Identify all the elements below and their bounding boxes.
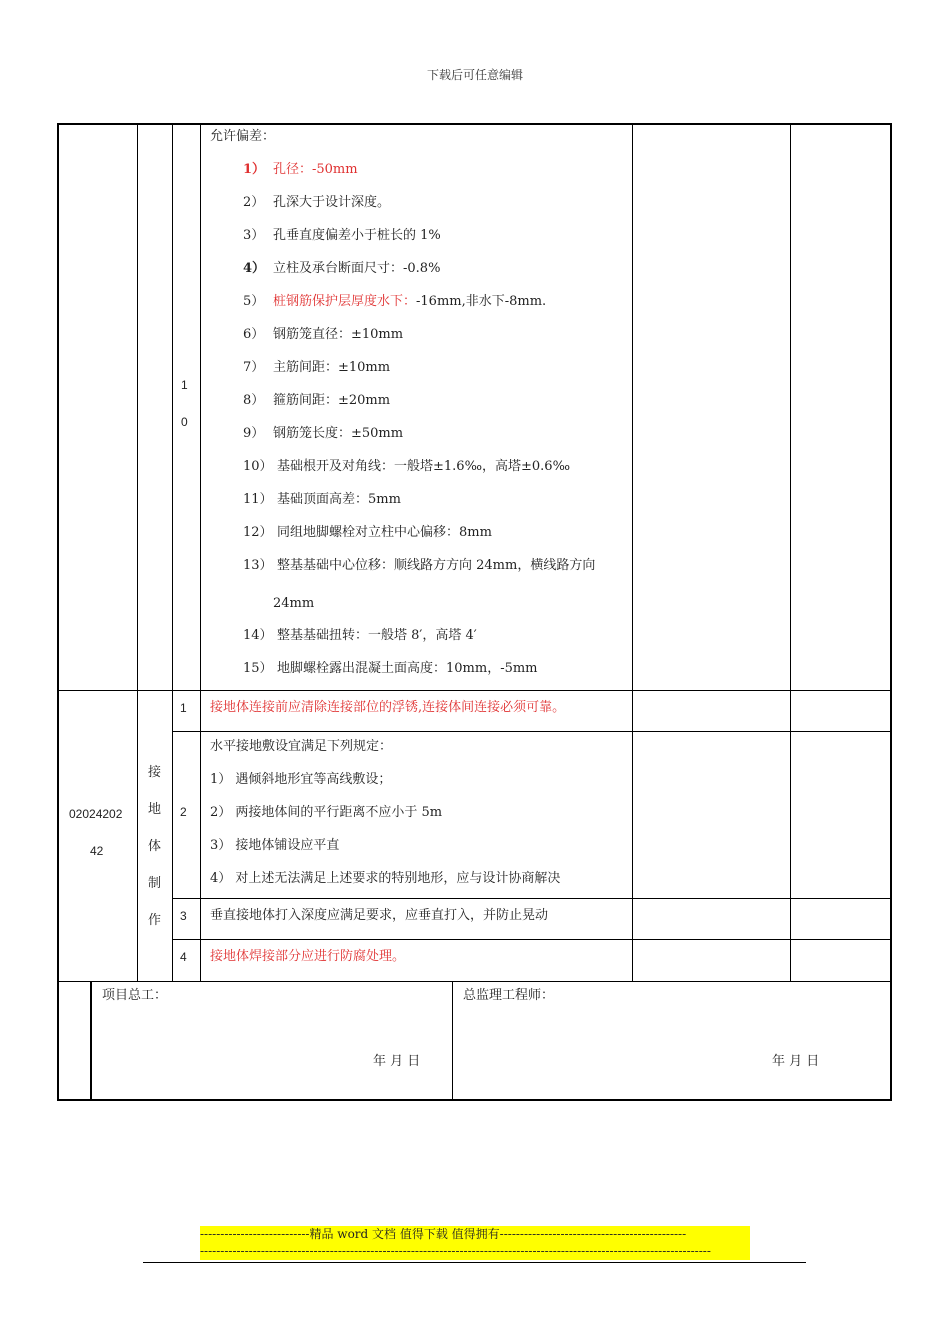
row-text: 水平接地敷设宜满足下列规定： — [210, 739, 393, 754]
row-text: 3） 接地体铺设应平直 — [210, 838, 340, 853]
list-item: 5） 桩钢筋保护层厚度水下：-16mm,非水下-8mm. — [243, 294, 547, 309]
page-header: 下载后可任意编辑 — [426, 68, 523, 82]
list-item: 12） 同组地脚螺栓对立柱中心偏移：8mm — [243, 525, 492, 540]
category-char: 作 — [148, 913, 162, 928]
table-border-right — [890, 123, 892, 981]
row-line-1 — [57, 690, 892, 691]
list-item: 3） 孔垂直度偏差小于桩长的 1% — [243, 228, 441, 243]
footer-line-1: ---------------------------精品 word 文档 值得下载 值得拥有---------------------------------------------- — [200, 1227, 687, 1241]
row-number: 4 — [180, 950, 187, 964]
category-char: 制 — [148, 876, 162, 891]
table-border-left — [57, 123, 59, 1101]
chief-supervisor-label: 总监理工程师： — [463, 988, 555, 1003]
list-item-continuation: 24mm — [273, 596, 315, 611]
list-item: 14） 整基基础扭转：一般塔 8′，高塔 4′ — [243, 628, 477, 643]
row10-intro: 允许偏差： — [210, 129, 276, 144]
list-item: 15） 地脚螺栓露出混凝土面高度：10mm，-5mm — [243, 661, 538, 676]
col-line-content — [632, 123, 633, 981]
category-char: 接 — [148, 765, 162, 780]
row10-number-digit-2: 0 — [181, 415, 188, 429]
list-item: 11） 基础顶面高差：5mm — [243, 492, 401, 507]
footer-banner — [200, 1226, 750, 1260]
sig-col-left — [90, 981, 92, 1101]
table-border-bottom — [57, 1099, 892, 1101]
project-chief-label: 项目总工： — [102, 988, 168, 1003]
list-item: 10） 基础根开及对角线：一般塔±1.6‰，高塔±0.6‰ — [243, 459, 571, 474]
list-item: 9） 钢筋笼长度：±50mm — [243, 426, 404, 441]
item-code-line2: 42 — [90, 844, 104, 858]
list-item: 7） 主筋间距：±10mm — [243, 360, 391, 375]
footer-line-2: ------------------------------------------------------------------------------------------------------------------------------ — [200, 1244, 711, 1258]
list-item: 2） 孔深大于设计深度。 — [243, 195, 391, 210]
row-text: 4） 对上述无法满足上述要求的特别地形，应与设计协商解决 — [210, 871, 561, 886]
col-line-number — [200, 123, 201, 981]
category-char: 地 — [148, 802, 162, 817]
row10-number-digit-1: 1 — [181, 378, 188, 392]
row-number: 1 — [180, 701, 187, 715]
col-line-code — [137, 123, 138, 981]
list-item: 8） 箍筋间距：±20mm — [243, 393, 391, 408]
date-left: 年 月 日 — [373, 1054, 421, 1069]
inspection-table — [57, 123, 892, 1101]
row-text: 接地体连接前应清除连接部位的浮锈,连接体间连接必须可靠。 — [210, 700, 566, 715]
list-item: 1） 孔径：-50mm — [243, 162, 358, 177]
list-item: 6） 钢筋笼直径：±10mm — [243, 327, 404, 342]
row-text: 2） 两接地体间的平行距离不应小于 5m — [210, 805, 443, 820]
row-text: 1） 遇倾斜地形宜等高线敷设； — [210, 772, 392, 787]
date-right: 年 月 日 — [772, 1054, 820, 1069]
row-line-3 — [172, 898, 892, 899]
col-line-result — [790, 123, 791, 981]
item-code-line1: 02024202 — [69, 807, 123, 821]
footer-rule — [143, 1262, 806, 1263]
sig-col-mid — [452, 981, 453, 1101]
row-text: 垂直接地体打入深度应满足要求，应垂直打入，并防止晃动 — [210, 908, 549, 923]
list-item: 4） 立柱及承台断面尺寸：-0.8% — [243, 261, 441, 276]
col-line-category — [172, 123, 173, 981]
category-char: 体 — [148, 839, 162, 854]
row-text: 接地体焊接部分应进行防腐处理。 — [210, 949, 406, 964]
table-border-right-sig — [890, 981, 892, 1101]
row-number: 2 — [180, 805, 187, 819]
row-line-2 — [172, 731, 892, 732]
row-number: 3 — [180, 909, 187, 923]
list-item: 13） 整基基础中心位移：顺线路方方向 24mm，横线路方向 — [243, 558, 596, 573]
row-line-4 — [172, 939, 892, 940]
table-border-top — [57, 123, 892, 125]
row-line-sig — [57, 981, 892, 982]
